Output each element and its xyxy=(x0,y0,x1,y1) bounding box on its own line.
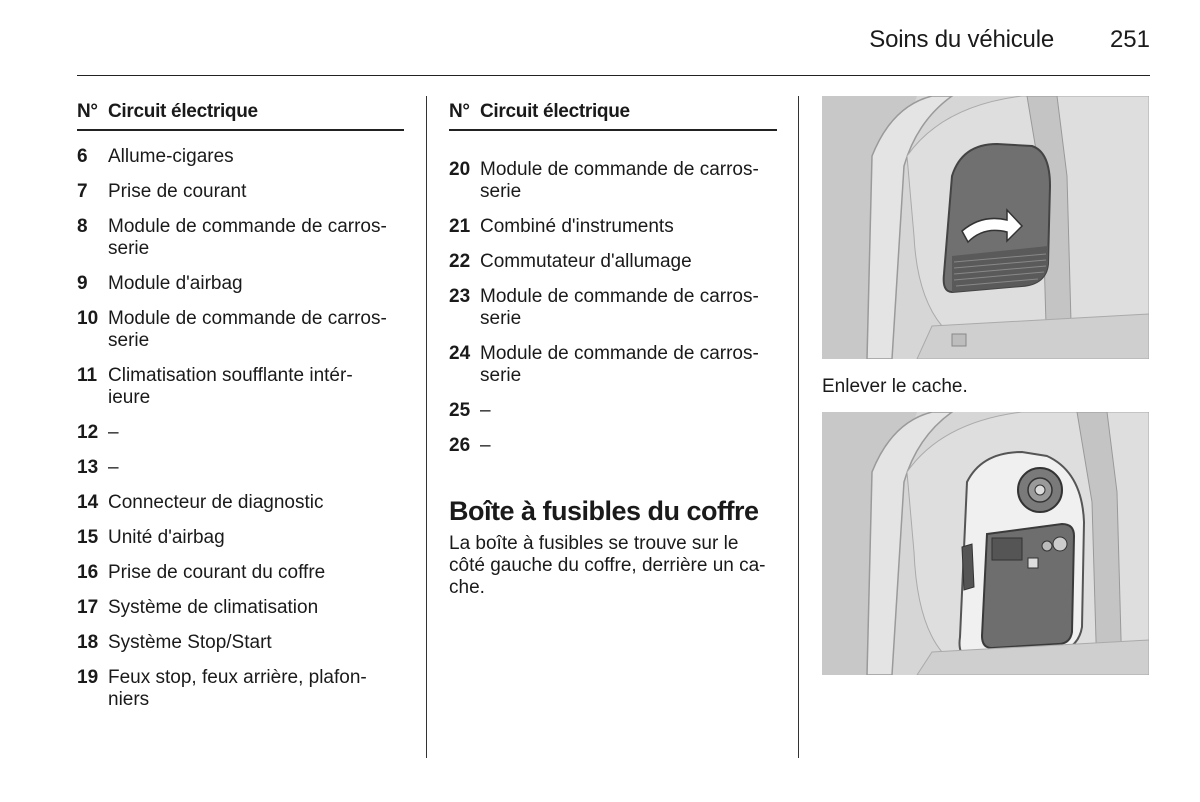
circuit-label: Prise de courant xyxy=(108,181,247,202)
trunk-cover-photo xyxy=(822,96,1149,359)
table-row xyxy=(77,422,404,444)
circuit-number: 9 xyxy=(77,273,88,294)
table-row xyxy=(77,273,404,295)
table-header-number: N° xyxy=(449,101,470,122)
circuit-label: Combiné d'instruments xyxy=(480,216,674,237)
circuit-label: Allume-cigares xyxy=(108,146,234,167)
fuse-box-photo xyxy=(822,412,1149,675)
circuit-label: Module de commande de carros- serie xyxy=(480,286,759,329)
circuit-label: Module de commande de carros- serie xyxy=(108,216,387,259)
table-row xyxy=(77,492,404,514)
table-row xyxy=(449,400,777,422)
circuit-number: 20 xyxy=(449,159,471,180)
circuit-label: Feux stop, feux arrière, plafon- niers xyxy=(108,667,367,710)
circuit-label: Commutateur d'allumage xyxy=(480,251,692,272)
table-row xyxy=(77,146,404,168)
circuit-number: 10 xyxy=(77,308,99,329)
fuse-table-left xyxy=(77,101,404,711)
table-row xyxy=(449,286,777,330)
circuit-number: 17 xyxy=(77,597,99,618)
table-rows xyxy=(449,131,777,457)
table-row xyxy=(77,457,404,479)
table-header-label: Circuit électrique xyxy=(480,101,630,122)
table-row xyxy=(77,181,404,203)
table-row xyxy=(77,667,404,711)
circuit-number: 23 xyxy=(449,286,471,307)
section-title: Boîte à fusibles du coffre xyxy=(449,496,759,526)
trunk-cover-illustration xyxy=(822,96,1149,359)
circuit-number: 7 xyxy=(77,181,88,202)
table-row xyxy=(77,527,404,549)
circuit-number: 12 xyxy=(77,422,99,443)
circuit-number: 21 xyxy=(449,216,471,237)
circuit-label: Module d'airbag xyxy=(108,273,243,294)
circuit-number: 18 xyxy=(77,632,99,653)
circuit-number: 8 xyxy=(77,216,88,237)
section-body: La boîte à fusibles se trouve sur le côté gauche du coffre, derrière un ca- che. xyxy=(449,533,766,598)
circuit-number: 14 xyxy=(77,492,99,513)
circuit-number: 6 xyxy=(77,146,88,167)
table-rows xyxy=(77,131,404,711)
circuit-label: Module de commande de carros- serie xyxy=(108,308,387,351)
table-row xyxy=(77,308,404,352)
column-divider xyxy=(798,96,799,758)
circuit-number: 11 xyxy=(77,365,98,386)
table-row xyxy=(77,562,404,584)
table-row xyxy=(77,632,404,654)
page-number: 251 xyxy=(1109,26,1150,53)
circuit-label: Prise de courant du coffre xyxy=(108,562,326,583)
circuit-label: Système Stop/Start xyxy=(108,632,272,653)
circuit-label: Unité d'airbag xyxy=(108,527,225,548)
table-row xyxy=(449,159,777,203)
circuit-label: Connecteur de diagnostic xyxy=(108,492,324,513)
fuse-table-right xyxy=(449,101,777,599)
fuse-box-illustration xyxy=(822,412,1149,675)
figure-caption: Enlever le cache. xyxy=(822,376,968,397)
table-row xyxy=(77,597,404,619)
circuit-label: – xyxy=(108,422,119,443)
table-header-label: Circuit électrique xyxy=(108,101,258,122)
table-row xyxy=(449,435,777,457)
circuit-label: – xyxy=(480,400,491,421)
circuit-number: 16 xyxy=(77,562,99,583)
table-row xyxy=(449,343,777,387)
circuit-label: Système de climatisation xyxy=(108,597,319,618)
table-row xyxy=(77,365,404,409)
column-divider xyxy=(426,96,427,758)
header-divider xyxy=(77,75,1150,76)
table-row xyxy=(77,216,404,260)
page-title: Soins du véhicule xyxy=(869,26,1054,53)
circuit-label: – xyxy=(480,435,491,456)
table-row xyxy=(449,251,777,273)
circuit-number: 24 xyxy=(449,343,471,364)
circuit-number: 19 xyxy=(77,667,99,688)
circuit-number: 13 xyxy=(77,457,99,478)
circuit-label: Module de commande de carros- serie xyxy=(480,343,759,386)
circuit-label: Module de commande de carros- serie xyxy=(480,159,759,202)
table-header-number: N° xyxy=(77,101,98,122)
table-header xyxy=(449,101,777,131)
circuit-label: – xyxy=(108,457,119,478)
circuit-label: Climatisation soufflante intér- ieure xyxy=(108,365,353,408)
circuit-number: 26 xyxy=(449,435,471,456)
table-header xyxy=(77,101,404,131)
table-row xyxy=(449,216,777,238)
circuit-number: 25 xyxy=(449,400,471,421)
circuit-number: 15 xyxy=(77,527,99,548)
circuit-number: 22 xyxy=(449,251,471,272)
